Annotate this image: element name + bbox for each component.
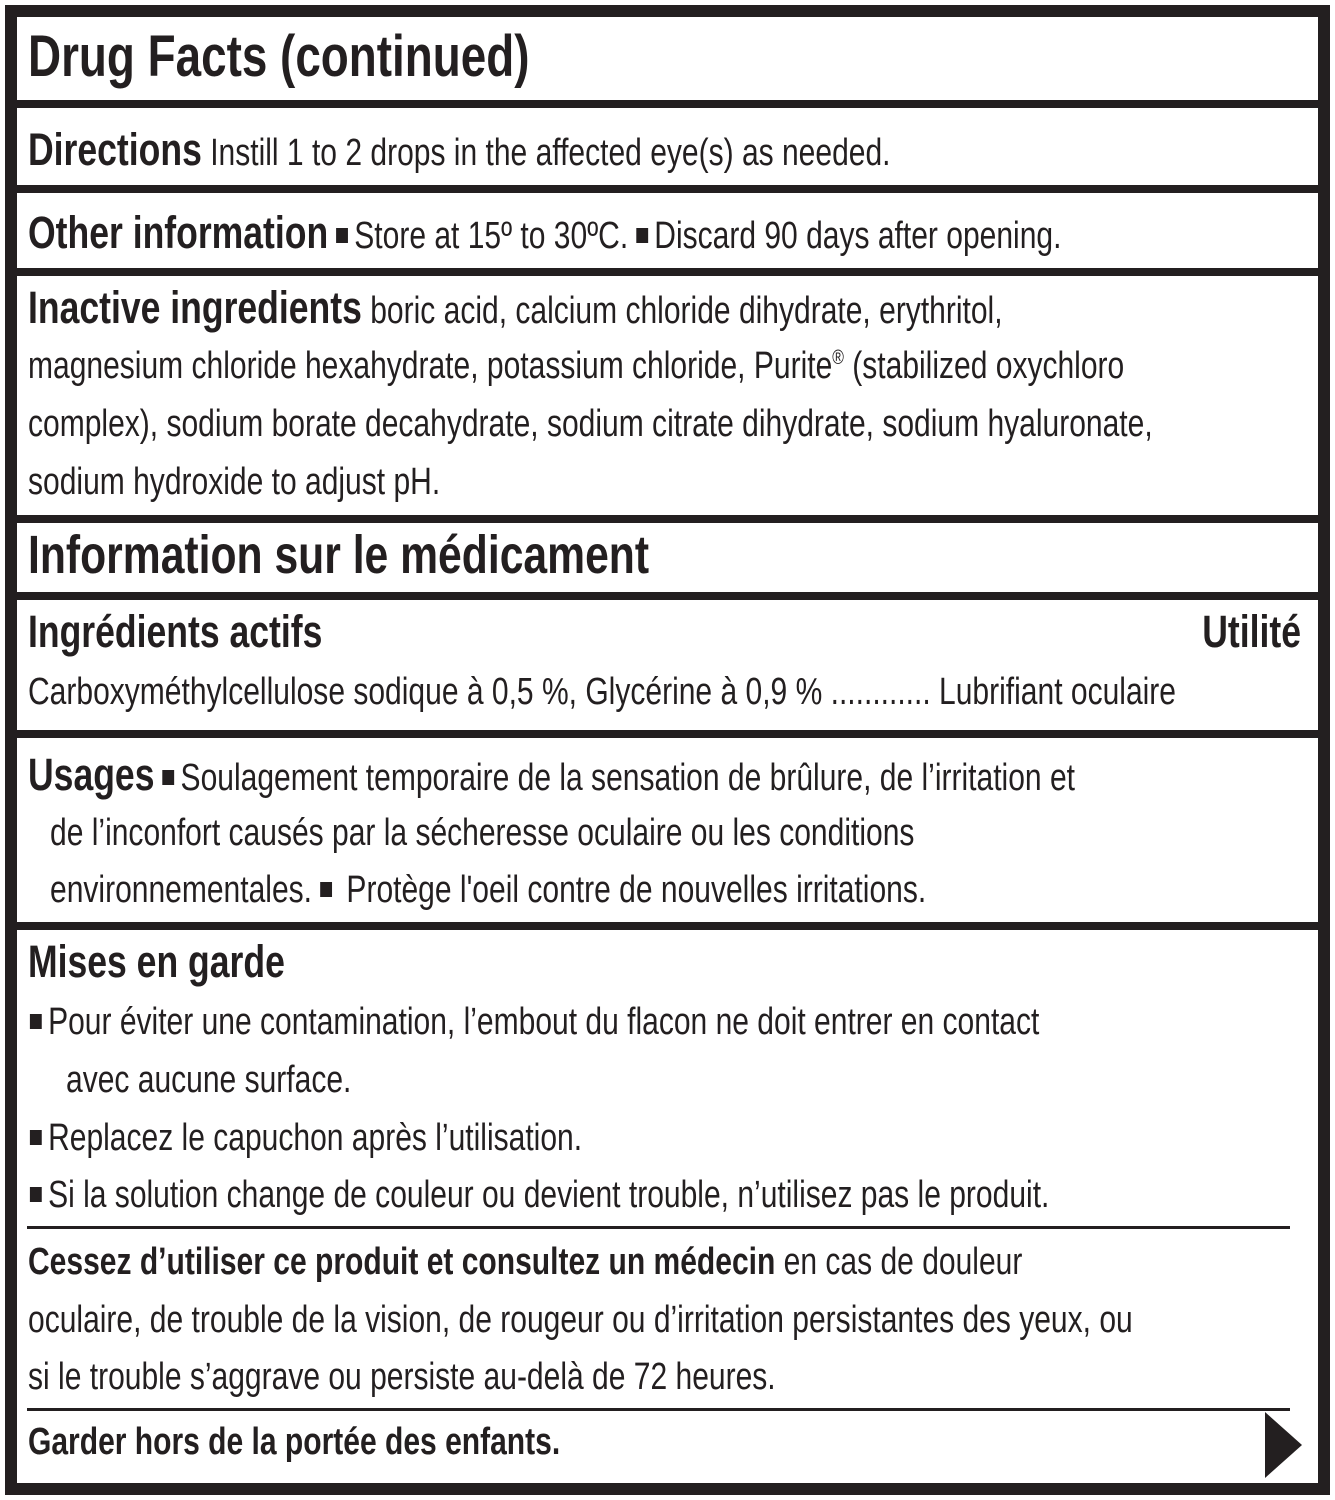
warning-item-cont: avec aucune surface. xyxy=(66,1059,352,1101)
divider xyxy=(17,185,1318,193)
directions-section xyxy=(28,125,891,175)
warnings-heading: Mises en garde xyxy=(28,936,285,987)
purpose-heading: Utilité xyxy=(1202,606,1301,657)
inactive-heading: Inactive ingredients xyxy=(28,282,362,333)
inactive-line xyxy=(28,341,1124,391)
warning-text: Si la solution change de couleur ou devient trouble, n’utilisez pas le produit. xyxy=(48,1174,1050,1216)
bullet-icon xyxy=(30,1187,42,1202)
usages-line xyxy=(50,865,926,915)
bullet-icon xyxy=(30,1130,42,1145)
directions-text: Instill 1 to 2 drops in the affected eye(s) as needed. xyxy=(201,132,891,174)
usages-text: Protège l'oeil contre de nouvelles irritations. xyxy=(346,869,927,911)
usages-line xyxy=(28,750,1075,800)
inactive-line: sodium hydroxide to adjust pH. xyxy=(28,461,441,503)
usages-text: Soulagement temporaire de la sensation de brûlure, de l’irritation et xyxy=(180,757,1075,799)
french-title: Information sur le médicament xyxy=(28,525,650,585)
divider xyxy=(17,922,1318,930)
usages-heading: Usages xyxy=(28,749,155,800)
usages-line: de l’inconfort causés par la sécheresse oculaire ou les conditions xyxy=(50,812,915,854)
stop-use-line xyxy=(28,1237,1022,1287)
other-information-heading: Other information xyxy=(28,207,329,258)
directions-heading: Directions xyxy=(28,124,202,175)
inactive-text: magnesium chloride hexahydrate, potassium chloride, Purite xyxy=(28,345,833,387)
bullet-icon xyxy=(30,1014,42,1029)
thin-rule xyxy=(27,1408,1290,1411)
bullet-icon xyxy=(336,228,348,243)
active-ingredient-row: Carboxyméthylcellulose sodique à 0,5 %, Glycérine à 0,9 % ............ Lubrifiant oculaire xyxy=(28,671,1177,713)
thin-rule xyxy=(27,1226,1290,1229)
divider xyxy=(17,100,1318,108)
other-info-item: Discard 90 days after opening. xyxy=(654,215,1062,257)
warning-item xyxy=(22,997,1039,1047)
other-info-item: Store at 15º to 30ºC. xyxy=(354,215,629,257)
inactive-line: complex), sodium borate decahydrate, sodium citrate dihydrate, sodium hyaluronate, xyxy=(28,403,1153,445)
divider xyxy=(17,730,1318,738)
bullet-icon xyxy=(636,228,648,243)
inactive-line xyxy=(28,283,1003,333)
stop-use-text: en cas de douleur xyxy=(775,1241,1023,1283)
divider xyxy=(17,515,1318,523)
usages-text: environnementales. xyxy=(50,869,313,911)
warning-item xyxy=(22,1170,1049,1220)
bullet-icon xyxy=(162,770,174,785)
registered-mark: ® xyxy=(832,347,844,369)
warning-item xyxy=(22,1113,582,1163)
warning-text: Replacez le capuchon après l’utilisation. xyxy=(48,1117,583,1159)
bullet-icon xyxy=(320,882,332,897)
other-information-section xyxy=(28,208,1061,258)
keep-out-of-reach: Garder hors de la portée des enfants. xyxy=(28,1421,561,1463)
stop-use-line: si le trouble s’aggrave ou persiste au-delà de 72 heures. xyxy=(28,1356,776,1398)
continue-arrow-icon xyxy=(1265,1412,1302,1478)
divider xyxy=(17,592,1318,600)
page-title: Drug Facts (continued) xyxy=(28,24,530,89)
warning-text: Pour éviter une contamination, l’embout du flacon ne doit entrer en contact xyxy=(48,1001,1040,1043)
inactive-text: (stabilized oxychloro xyxy=(843,345,1125,387)
active-ingredients-heading: Ingrédients actifs xyxy=(28,606,323,657)
stop-use-heading: Cessez d’utiliser ce produit et consultez un médecin xyxy=(28,1241,776,1283)
inactive-text: boric acid, calcium chloride dihydrate, erythritol, xyxy=(361,290,1003,332)
stop-use-line: oculaire, de trouble de la vision, de rougeur ou d’irritation persistantes des yeux, ou xyxy=(28,1299,1133,1341)
divider xyxy=(17,268,1318,276)
